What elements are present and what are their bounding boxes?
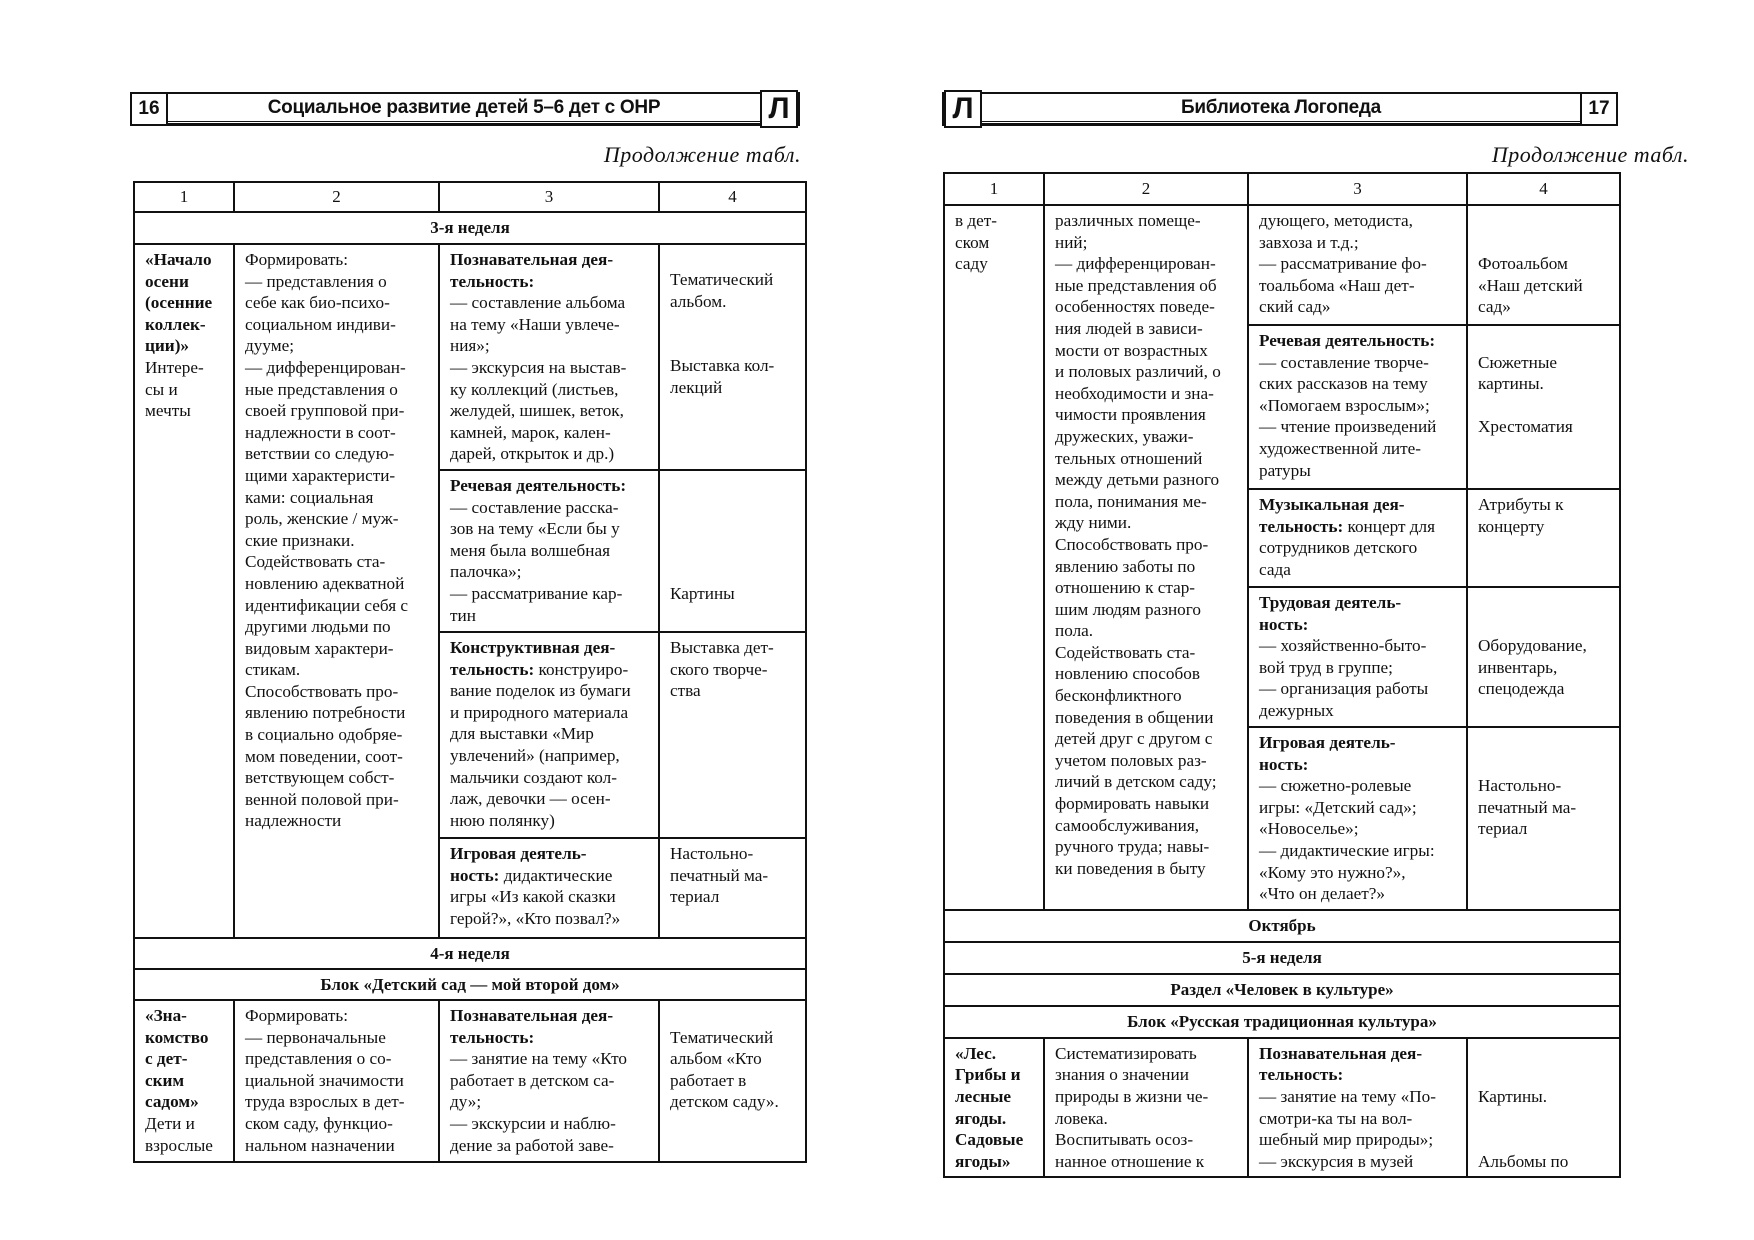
- topic-cell: [134, 244, 234, 938]
- logo-mark: Л: [944, 90, 982, 128]
- page-number: 17: [1580, 94, 1616, 124]
- section-row: [134, 938, 806, 969]
- activity-text: — занятие на тему «Кто работает в детском са- ду»; — экскурсии и наблю- дение за работой заве-: [450, 1049, 627, 1155]
- activity-title: Познавательная дея- тельность:: [1259, 1043, 1423, 1085]
- goals-cell: Формировать: — первоначальные представления о со- циальной значимости труда взрослых в дет- ском саду, функцио- нальном назначении: [234, 1000, 439, 1162]
- running-title: Библиотека Логопеда: [982, 94, 1580, 124]
- activity-text: — занятие на тему «По- смотри-ка ты на вол- шебный мир природы»; — экскурсия в музей: [1259, 1086, 1436, 1171]
- activity-text: — сюжетно-ролевые игры: «Детский сад»; «Новоселье»; — дидактические игры: «Кому это нужно?», «Что он делает?»: [1259, 776, 1435, 904]
- goals-cell: различных помеще- ний; — дифференцирован- ные представления об особенностях поведе- ния людей в зависи- мости от возрастных и половых различий, о необходимости и зна- чимости проявления дружеских, уважи- тельных отношений между детьми разного пола, понимания ме- жду ними. Способствовать про- явлению заботы по отношению к стар- шим людям разного пола. Содействовать ста- новлению способов бесконфликтного поведения в общении детей друг с другом с учетом половых раз- личий в детском саду; формировать навыки самообслуживания, ручного труда; навы- ки поведения в быту: [1044, 205, 1248, 910]
- activity-cell: [1248, 587, 1467, 727]
- topic-cell: [134, 1000, 234, 1162]
- material-cell: Картины. Альбомы по: [1467, 1038, 1620, 1178]
- col-header: 4: [1467, 173, 1620, 205]
- section-row: [134, 212, 806, 244]
- activity-text: дидактические игры «Из какой сказки герой?», «Кто позвал?»: [450, 865, 621, 928]
- col-header: 2: [234, 182, 439, 212]
- week-label: 3-я неделя: [134, 212, 806, 244]
- topic-cell: «Лес. Грибы и лесные ягоды. Садовые ягоды»: [944, 1038, 1044, 1178]
- activity-title: Конструктивная дея- тельность:: [450, 637, 616, 679]
- activity-title: Игровая деятель- ность:: [450, 843, 587, 885]
- section-row: [944, 974, 1620, 1006]
- col-header: 2: [1044, 173, 1248, 205]
- activity-cell: [439, 470, 659, 632]
- activity-text: концерт для сотрудников детского сада: [1259, 516, 1435, 579]
- right-page: [877, 0, 1754, 1240]
- schedule-table: [943, 172, 1621, 1178]
- table-row: [944, 1038, 1620, 1178]
- activity-text: — хозяйственно-быто- вой труд в группе; — организация работы дежурных: [1259, 636, 1429, 720]
- schedule-table: [133, 181, 807, 1163]
- col-header: 3: [1248, 173, 1467, 205]
- col-header: 1: [944, 173, 1044, 205]
- activity-text: — составление альбома на тему «Наши увлече- ния»; — экскурсия на выстав- ку коллекций (листьев, желудей, шишек, веток, камней, марок, кален- дарей, открыток и др.): [450, 293, 627, 464]
- section-row: [944, 1006, 1620, 1038]
- week-label: 5-я неделя: [944, 942, 1620, 974]
- section-label: Раздел «Человек в культуре»: [944, 974, 1620, 1006]
- activity-cell: [439, 838, 659, 938]
- page-header: [942, 92, 1618, 126]
- activity-cell: [1248, 489, 1467, 587]
- material-cell: Тематический альбом «Кто работает в детском саду».: [659, 1000, 806, 1162]
- month-label: Октябрь: [944, 910, 1620, 942]
- page-number: 16: [132, 94, 168, 124]
- activity-cell: [1248, 325, 1467, 489]
- goals-cell: Формировать: — представления о себе как био-психо- социальном индиви- дууме; — дифференцирован- ные представления о своей групповой при- надлежности в соот- ветствии со следую- щими характеристи- ками: социальная роль, женские / муж- ские признаки. Содействовать ста- новлению адекватной идентификации себя с другими людьми по видовым характери- стикам. Способствовать про- явлению потребности в социально одобряе- мом поведении, соот- ветствующем собст- венной половой при- надлежности: [234, 244, 439, 938]
- material-cell: Фотоальбом «Наш детский сад»: [1467, 205, 1620, 325]
- activity-cell: [1248, 727, 1467, 910]
- activity-title: Музыкальная дея- тельность:: [1259, 495, 1405, 536]
- section-row: [944, 942, 1620, 974]
- activity-title: Познавательная дея- тельность:: [450, 1005, 614, 1047]
- column-header-row: [944, 173, 1620, 205]
- table-row: [944, 205, 1620, 325]
- table-row: [134, 244, 806, 470]
- activity-cell: [439, 1000, 659, 1162]
- activity-text: — составление творче- ских рассказов на тему «Помогаем взрослым»; — чтение произведений художественной лите- ратуры: [1259, 352, 1437, 480]
- activity-text: конструиро- вание поделок из бумаги и природного материала для выставки «Мир увлечений» (например, мальчики создают кол- лаж, девочки — осен- нюю полянку): [450, 659, 631, 830]
- material-cell: Настольно- печатный ма- териал: [1467, 727, 1620, 910]
- col-header: 1: [134, 182, 234, 212]
- activity-title: Трудовая деятель- ность:: [1259, 593, 1402, 634]
- topic-title: «Начало осени (осенние коллек- ции)»: [145, 250, 213, 356]
- material-cell: Оборудование, инвентарь, спецодежда: [1467, 587, 1620, 727]
- col-header: 4: [659, 182, 806, 212]
- material-cell: Картины: [659, 470, 806, 632]
- running-title: Социальное развитие детей 5–6 дет с ОНР: [168, 94, 760, 124]
- activity-title: Игровая деятель- ность:: [1259, 733, 1396, 774]
- block-label: Блок «Русская традиционная культура»: [944, 1006, 1620, 1038]
- topic-cell: в дет- ском саду: [944, 205, 1044, 910]
- topic-title: «Зна- комство с дет- ским садом»: [145, 1005, 209, 1112]
- goals-cell: Систематизировать знания о значении природы в жизни че- ловека. Воспитывать осоз- нанное отношение к: [1044, 1038, 1248, 1178]
- material-cell: Выставка дет- ского творче- ства: [659, 632, 806, 838]
- week-label: 4-я неделя: [134, 938, 806, 969]
- material-cell: Тематический альбом. Выставка кол- лекций: [659, 244, 806, 470]
- material-cell: Сюжетные картины. Хрестоматия: [1467, 325, 1620, 489]
- col-header: 3: [439, 182, 659, 212]
- logo-mark: Л: [760, 90, 798, 128]
- topic-subtitle: Дети и взрослые: [145, 1113, 213, 1155]
- activity-cell: [439, 632, 659, 838]
- activity-cell: [439, 244, 659, 470]
- material-cell: Настольно- печатный ма- териал: [659, 838, 806, 938]
- activity-cell: дующего, методиста, завхоза и т.д.; — рассматривание фо- тоальбома «Наш дет- ский сад»: [1248, 205, 1467, 325]
- activity-text: — составление расска- зов на тему «Если бы у меня была волшебная палочка»; — рассматривание кар- тин: [450, 497, 623, 625]
- section-row: [134, 969, 806, 1000]
- section-row: [944, 910, 1620, 942]
- activity-title: Познавательная дея- тельность:: [450, 250, 614, 291]
- continuation-label: Продолжение табл.: [1491, 142, 1689, 167]
- material-cell: Атрибуты к концерту: [1467, 489, 1620, 587]
- activity-cell: [1248, 1038, 1467, 1178]
- continuation-label: Продолжение табл.: [603, 142, 801, 167]
- topic-subtitle: Интере- сы и мечты: [145, 357, 204, 421]
- block-label: Блок «Детский сад — мой второй дом»: [134, 969, 806, 1000]
- table-row: [134, 1000, 806, 1162]
- column-header-row: [134, 182, 806, 212]
- activity-title: Речевая деятельность:: [1259, 331, 1436, 350]
- page-header: [130, 92, 800, 126]
- activity-title: Речевая деятельность:: [450, 475, 627, 495]
